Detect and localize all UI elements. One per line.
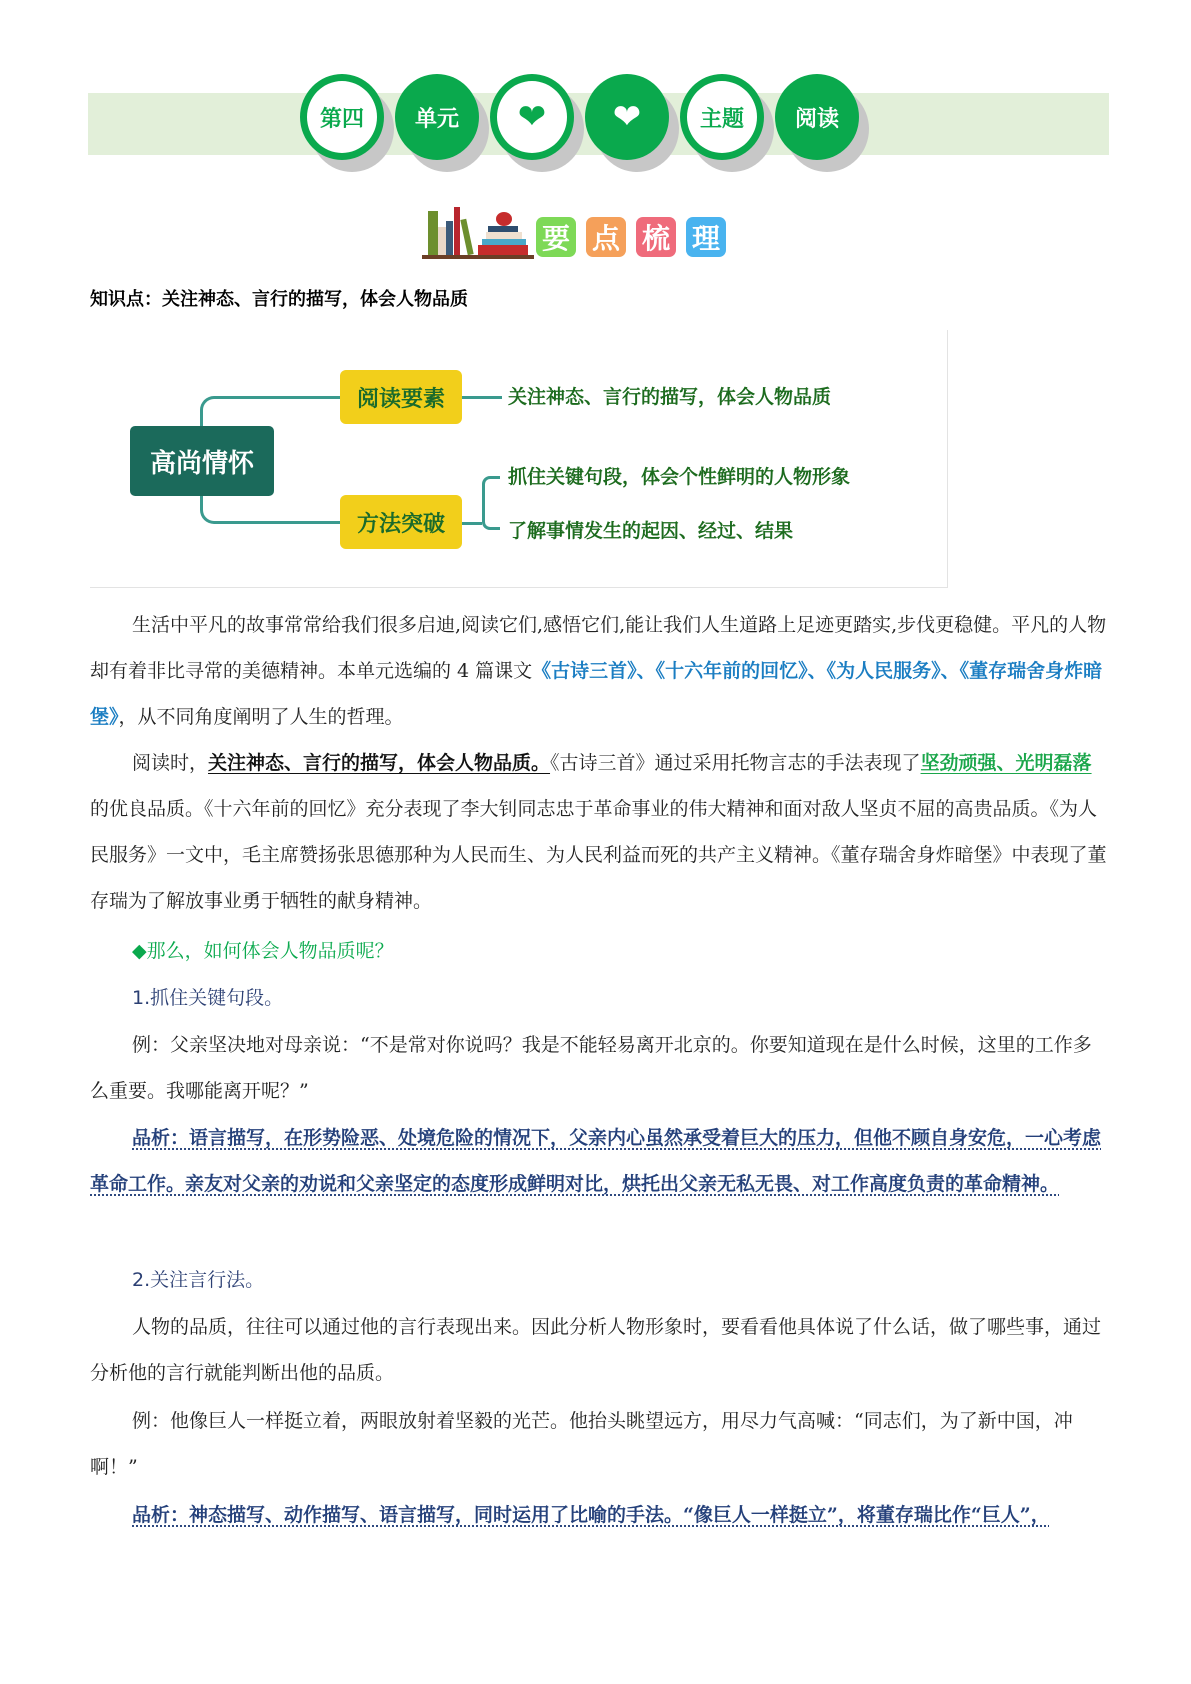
method-1-example: 例：父亲坚决地对母亲说：“不是常对你说吗？我是不能轻易离开北京的。你要知道现在是什么时候，这里的工作多么重要。我哪能离开呢？” [90,1034,1092,1102]
mind-map-root: 高尚情怀 [130,426,274,496]
tile-char: 理 [686,217,726,257]
circle-label: 单元 [395,74,479,160]
circle-label: 阅读 [775,74,859,160]
unit-title-circles [300,74,870,174]
section-heading-key-points [422,207,726,259]
key-point-underlined: 关注神态、言行的描写，体会人物品质。 [208,752,551,774]
tile-char: 梳 [636,217,676,257]
heart-icon: ❤ [517,97,547,137]
mind-map [90,330,948,588]
circle-theme [680,74,775,170]
mind-map-leaf: 了解事情发生的起因、经过、结果 [508,520,794,542]
method-1-title: 1.抓住关键句段。 [132,987,284,1009]
circle-heart-filled [585,74,680,170]
question-heading: ◆那么，如何体会人物品质呢？ [132,940,394,962]
method-1-analysis: 品析：语言描写，在形势险恶、处境危险的情况下，父亲内心虽然承受着巨大的压力，但他不顾自身安危，一心考虑革命工作。亲友对父亲的劝说和父亲坚定的态度形成鲜明对比，烘托出父亲无私无畏、对工作高度负责的革命精神。 [90,1127,1102,1195]
heart-icon: ❤ [612,97,642,137]
circle-unit-number [300,74,395,170]
quality-highlight: 坚劲顽强、光明磊落 [920,752,1092,774]
reading-paragraph: 阅读时，关注神态、言行的描写，体会人物品质。《古诗三首》通过采用托物言志的手法表现了坚劲顽强、光明磊落的优良品质。《十六年前的回忆》充分表现了李大钊同志忠于革命事业的伟大精神和面对敌人坚贞不屈的高贵品质。《为人民服务》一文中，毛主席赞扬张思德那种为人民而生、为人民利益而死的共产主义精神。《董存瑞舍身炸暗堡》中表现了董存瑞为了解放事业勇于牺牲的献身精神。 [90,752,1107,912]
method-2-example: 例：他像巨人一样挺立着，两眼放射着坚毅的光芒。他抬头眺望远方，用尽力气高喊：“同志们，为了新中国，冲啊！” [90,1410,1073,1478]
lesson-titles: 《古诗三首》、《十六年前的回忆》、《为人民服务》、《董存瑞舍身炸暗堡》 [90,660,1103,728]
tile-char: 点 [586,217,626,257]
mind-map-leaf: 关注神态、言行的描写，体会人物品质 [508,386,832,408]
mind-map-leaf: 抓住关键句段，体会个性鲜明的人物形象 [508,466,851,488]
circle-reading [775,74,870,170]
circle-label: 主题 [680,74,764,160]
method-2-analysis: 品析：神态描写、动作描写、语言描写，同时运用了比喻的手法。“像巨人一样挺立”，将董存瑞比作“巨人”， [132,1504,1050,1526]
mind-map-branch-method: 方法突破 [340,495,462,549]
circle-label: 第四 [300,74,384,160]
tile-char: 要 [536,217,576,257]
method-2-text: 人物的品质，往往可以通过他的言行表现出来。因此分析人物形象时，要看看他具体说了什么话，做了哪些事，通过分析他的言行就能判断出他的品质。 [90,1316,1102,1384]
circle-heart-outline [490,74,585,170]
circle-unit [395,74,490,170]
mind-map-branch-reading-elements: 阅读要素 [340,370,462,424]
method-2-title: 2.关注言行法。 [132,1269,265,1291]
intro-paragraph: 生活中平凡的故事常常给我们很多启迪,阅读它们,感悟它们,能让我们人生道路上足迹更踏实,步伐更稳健。平凡的人物却有着非比寻常的美德精神。本单元选编的 4 篇课文《古诗三首》、《十六年前的回忆》、《为人民服务》、《董存瑞舍身炸暗堡》，从不同角度阐明了人生的哲理。 [90,614,1107,728]
bookshelf-icon [422,207,534,259]
knowledge-point-heading: 知识点：关注神态、言行的描写，体会人物品质 [90,289,468,310]
key-points-tiles [536,217,726,257]
